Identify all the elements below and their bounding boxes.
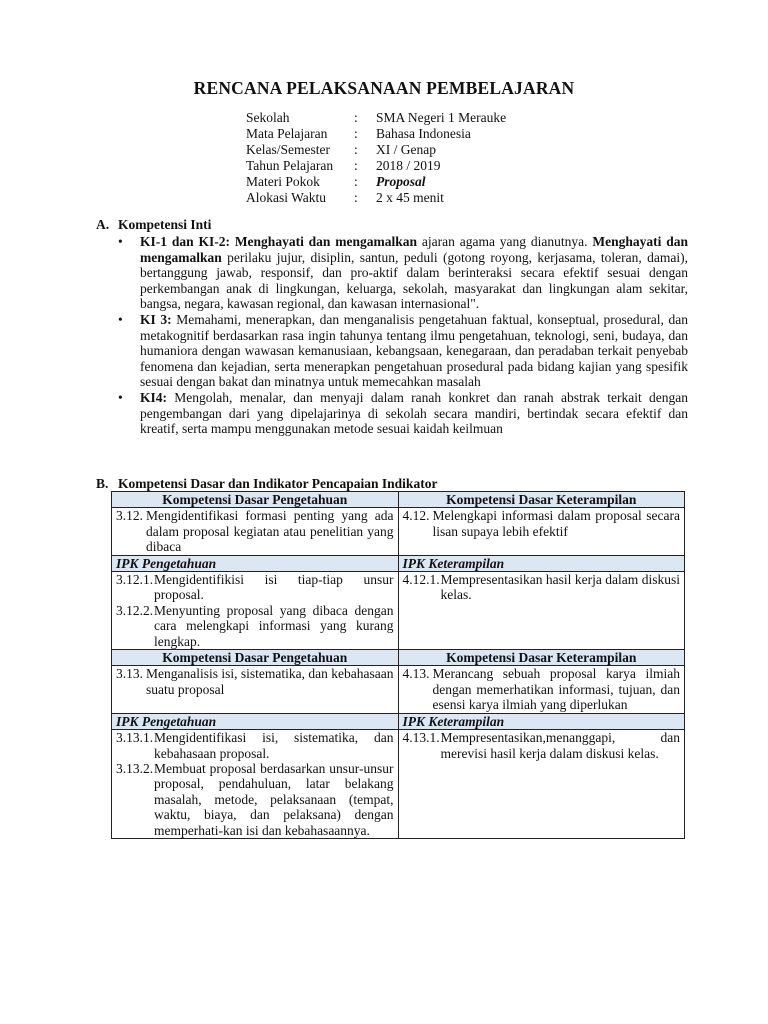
info-value: Proposal [376,174,426,189]
info-label: Tahun Pelajaran [246,158,334,173]
item-bold: KI 3: [140,311,172,327]
header-cell: Kompetensi Dasar Keterampilan [398,650,685,666]
list-item [118,234,688,312]
table-row [112,572,685,650]
ipk-item [403,572,681,603]
ipk-header-cell: IPK Keterampilan [398,713,685,729]
item-bold: KI4: [140,389,167,405]
item-number: 3.12.1. [116,572,154,588]
item-bold: Menghayati dan mengamalkan [140,234,688,265]
item-bold: KI-1 dan KI-2: Menghayati dan mengamalkan [140,234,418,249]
info-colon: : [354,142,358,157]
kd-item [116,508,394,554]
ipk-header-row [112,713,685,729]
info-row [246,174,506,190]
info-label: Mata Pelajaran [246,126,328,141]
table-row [112,508,685,555]
info-colon: : [354,174,358,189]
table-row [112,666,685,713]
item-text: Memahami, menerapkan, dan menganalisis pengetahuan faktual, konseptual, prosedural, dan metakognitif berdasarkan rasa ingin tahunya tentang ilmu pengetahuan, teknologi, seni, budaya, dan humaniora dengan wawasan kemanusiaan, kebangsaan, kenegaraan, dan peradaban terkait penyebab fenomena dan kejadian, serta menerapkan pengetahuan prosedural pada bidang kajian yang spesifik sesuai dengan bakat dan minatnya untuk memecahkan masalah [140,311,688,390]
ipk-item [116,730,394,761]
ipk-item [116,761,394,838]
ipk-item [116,603,394,649]
item-number: 4.13. [402,666,430,682]
ipk-header-cell: IPK Pengetahuan [112,713,399,729]
info-value: SMA Negeri 1 Merauke [376,110,507,125]
item-number: 3.12. [116,508,143,524]
info-value: XI / Genap [376,142,436,157]
info-row [246,126,506,142]
table-cell [112,730,399,839]
kompetensi-table [111,491,685,839]
item-text: Menganalisis isi, sistematika, dan kebahasaan suatu proposal [146,666,394,697]
kd-item [116,666,394,697]
item-number: 4.12. [402,508,430,524]
item-text: ajaran agama yang dianutnya. [417,234,593,249]
item-text: Merancang sebuah proposal karya ilmiah dengan memerhatikan informasi, tujuan, dan esensi karya ilmiah yang diperlukan [432,666,680,713]
info-row [246,142,506,158]
info-label: Alokasi Waktu [246,190,327,205]
item-text: Menyunting proposal yang dibaca dengan cara melengkapi informasi yang kurang lengkap. [154,602,394,649]
section-letter: B. [96,476,109,491]
info-label: Materi Pokok [246,174,320,189]
section-b-heading [96,476,437,492]
page-title: RENCANA PELAKSANAAN PEMBELAJARAN [193,78,575,98]
table-cell [112,666,399,713]
table-cell [398,508,685,555]
item-number: 3.12.2. [116,602,154,618]
table-row [112,730,685,839]
table-cell [112,572,399,650]
info-colon: : [354,158,358,173]
info-row [246,158,506,174]
kompetensi-inti-list [118,234,688,437]
item-text: Membuat proposal berdasarkan unsur-unsur proposal, pendahuluan, latar belakang masalah, metode, pelaksanaan (tempat, waktu, biaya, dan pelaksana) dengan memperhati-kan isi dan kebahasaannya. [154,760,394,838]
item-text: Mempresentasikan,menanggapi, dan merevisi hasil kerja dalam diskusi kelas. [440,730,680,761]
kd-item [403,666,681,712]
item-number: 3.13.1. [116,730,154,746]
info-colon: : [354,190,358,205]
info-row [246,110,506,126]
ipk-header-cell: IPK Pengetahuan [112,555,399,571]
item-text: perilaku jujur, disiplin, santun, peduli (gotong royong, kerjasama, toleran, damai), bertanggung jawab, responsif, dan pro-aktif dalam berinteraksi secara efektif sesuai dengan perkembangan anak di lingkungan, keluarga, sekolah, masyarakat dan lingkungan alam sekitar, bangsa, negara, kawasan regional, dan kawasan internasional". [140,249,688,312]
item-number: 4.13.1. [402,730,440,746]
list-item [118,312,688,390]
section-title: Kompetensi Inti [118,217,212,232]
bullet: • [118,234,123,249]
table-cell [398,730,685,839]
item-number: 4.12.1. [402,572,440,588]
info-value: 2018 / 2019 [376,158,441,173]
table-header-row [112,492,685,508]
table-cell [398,572,685,650]
item-text: Melengkapi informasi dalam proposal secara lisan supaya lebih efektif [432,508,680,539]
section-title: Kompetensi Dasar dan Indikator Pencapaian Indikator [118,476,438,491]
item-text: Mengidentifikasi formasi penting yang ada dalam proposal kegiatan atau penelitian yang dibaca [146,508,394,555]
table-cell [112,508,399,555]
item-text: Mempresentasikan hasil kerja dalam diskusi kelas. [440,572,680,603]
bullet: • [118,311,123,327]
ipk-header-row [112,555,685,571]
table-header-row [112,650,685,666]
item-number: 3.13. [116,666,143,682]
header-cell: Kompetensi Dasar Pengetahuan [112,492,399,508]
bullet: • [118,389,123,405]
item-text: Mengolah, menalar, dan menyaji dalam ranah konkret dan ranah abstrak terkait dengan pengembangan dari yang dipelajarinya di sekolah secara mandiri, bertindak secara efektif dan kreatif, serta mampu menggunakan metode sesuai kaidah keilmuan [140,389,688,437]
header-cell: Kompetensi Dasar Keterampilan [398,492,685,508]
header-cell: Kompetensi Dasar Pengetahuan [112,650,399,666]
item-number: 3.13.2. [116,760,154,776]
info-row [246,190,506,206]
table-cell [398,666,685,713]
ipk-item [403,730,681,761]
item-text: Mengidentifikisi isi tiap-tiap unsur proposal. [154,572,394,603]
item-text: Mengidentifikasi isi, sistematika, dan kebahasaan proposal. [154,730,394,761]
info-label: Kelas/Semester [246,142,330,157]
ipk-header-cell: IPK Keterampilan [398,555,685,571]
info-block [246,110,506,206]
section-letter: A. [96,217,110,232]
ipk-item [116,572,394,603]
info-value: 2 x 45 menit [376,190,444,205]
kd-item [403,508,681,539]
info-colon: : [354,110,358,125]
list-item [118,390,688,437]
section-a-heading [96,217,211,233]
info-label: Sekolah [246,110,290,125]
info-value: Bahasa Indonesia [376,126,471,141]
info-colon: : [354,126,358,141]
